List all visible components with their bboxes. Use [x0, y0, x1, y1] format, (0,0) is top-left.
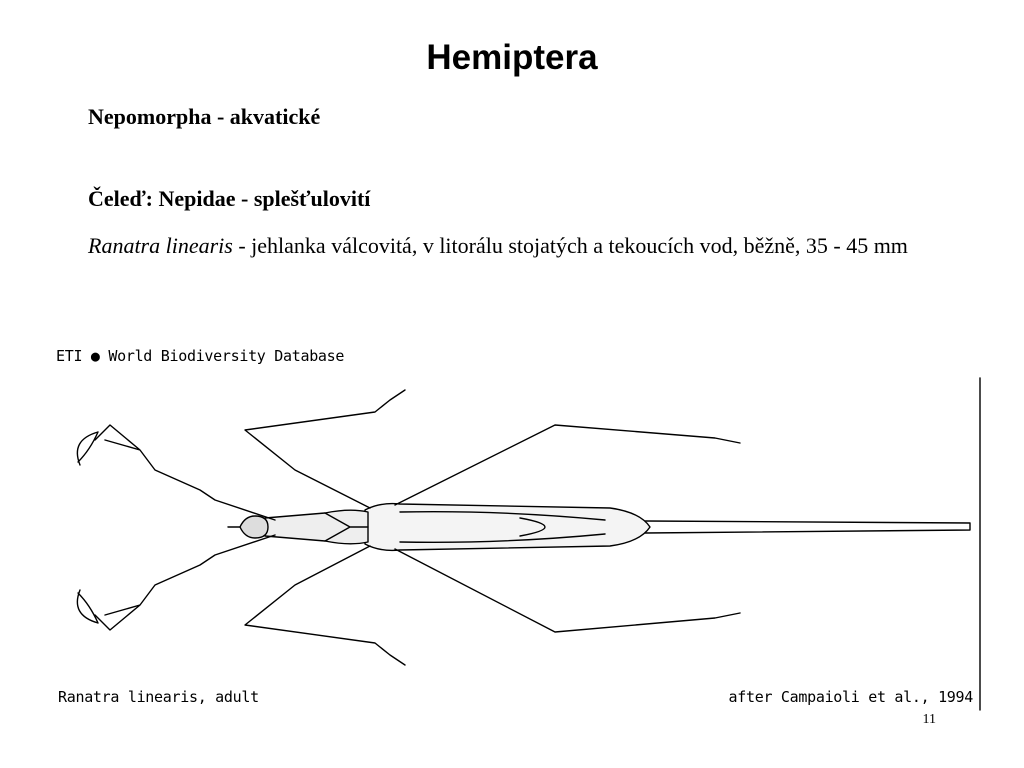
page-number: 11 [922, 712, 936, 727]
slide-subtitle: Nepomorpha - akvatické [88, 104, 321, 129]
figure-credit: after Campaioli et al., 1994 [728, 688, 973, 706]
figure-header: ETI ● World Biodiversity Database [56, 347, 345, 365]
slide-title: Hemiptera [426, 38, 598, 77]
abdomen [365, 504, 650, 551]
species-description [88, 229, 988, 262]
species-name: Ranatra linearis [88, 233, 233, 258]
foreleg-lower-claw [77, 590, 98, 623]
head [240, 516, 268, 538]
midleg-lower [245, 546, 405, 665]
tail-siphon [645, 521, 970, 533]
hindleg-upper [395, 425, 740, 505]
foreleg-upper-claw [77, 432, 98, 465]
insect-figure [50, 340, 985, 715]
figure-caption: Ranatra linearis, adult [58, 688, 259, 706]
midleg-upper [245, 390, 405, 508]
family-heading: Čeleď: Nepidae - splešťulovití [88, 186, 371, 211]
hindleg-lower [395, 549, 740, 632]
foreleg-lower [95, 535, 275, 630]
foreleg-upper [95, 425, 275, 520]
ranatra-drawing [50, 340, 985, 715]
species-details: - jehlanka válcovitá, v litorálu stojatých a tekoucích vod, běžně, 35 - 45 mm [232, 233, 908, 258]
